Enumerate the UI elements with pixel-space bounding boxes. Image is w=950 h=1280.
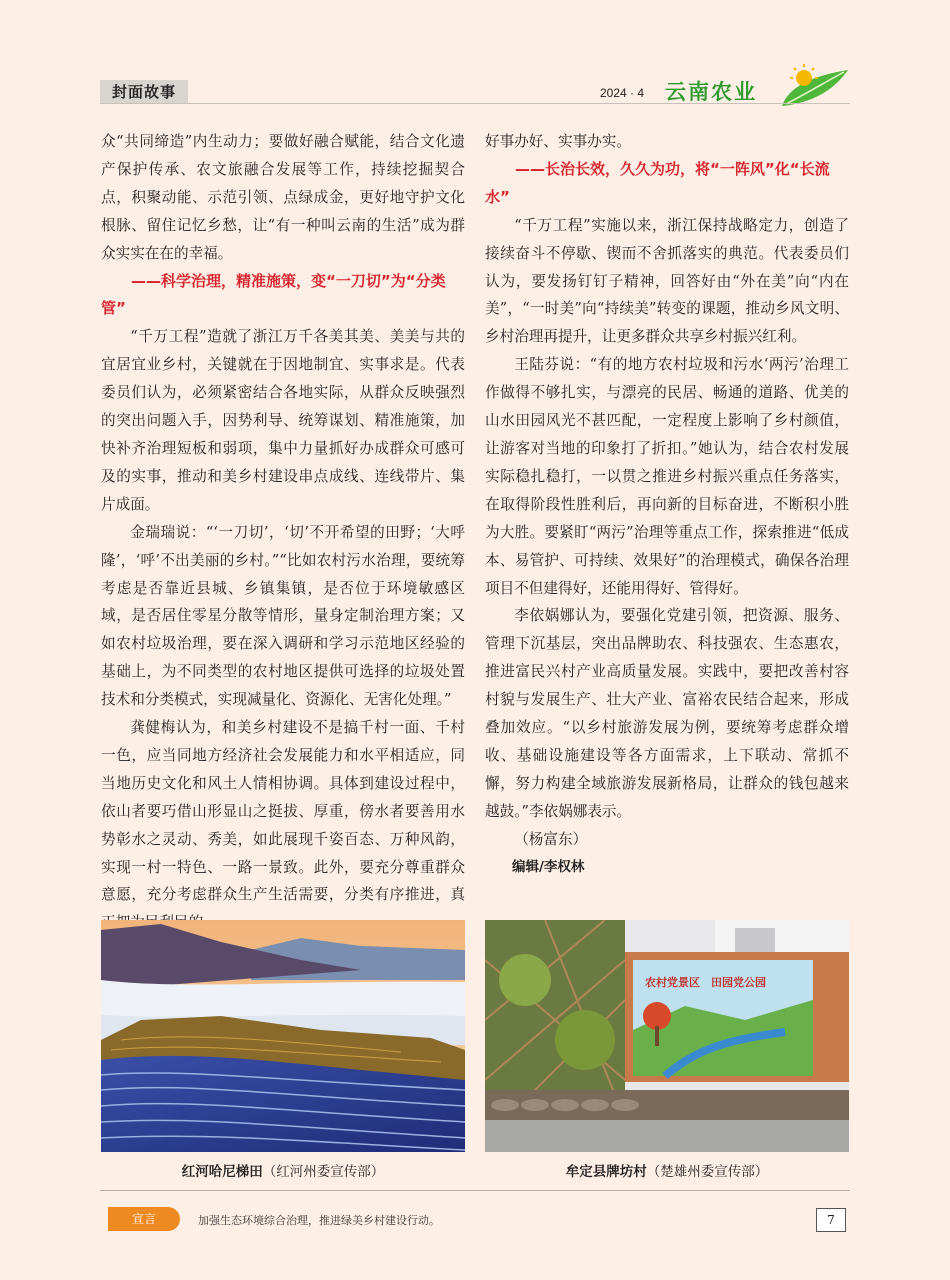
photo-village-mural xyxy=(485,920,849,1152)
caption-credit: （红河州委宣传部） xyxy=(262,1164,385,1180)
footer-slogan: 加强生态环境综合治理，推进绿美乡村建设行动。 xyxy=(198,1214,440,1227)
caption-title: 红河哈尼梯田 xyxy=(181,1164,263,1180)
caption-credit: （楚雄州委宣传部） xyxy=(646,1164,769,1180)
header-divider xyxy=(100,103,850,104)
paragraph: 龚健梅认为，和美乡村建设不是搞千村一面、千村一色，应当同地方经济社会发展能力和水平相适应，同当地历史文化和风土人情相协调。具体到建设过程中，依山者要巧借山形显山之挺拔、厚重，傍水者要善用水势彰水之灵动、秀美，如此展现千姿百态、万种风韵，实现一村一特色、一路一景致。此外，要充分尊重群众意愿，充分考虑群众生产生活需要，分类有序推进，真 xyxy=(101,719,465,904)
article-column-left xyxy=(101,128,465,937)
footer-divider xyxy=(100,1190,850,1191)
caption-title: 牟定县牌坊村 xyxy=(565,1164,647,1180)
issue-number: 2024 · 4 xyxy=(600,86,645,100)
paragraph: 李依娲娜认为，要强化党建引领，把资源、服务、管理下沉基层，突出品牌助农、科技强农、生态惠农，推进富民兴村产业高质量发展。实践中，要把改善村容村貌与发展生产、壮大产业、富裕农民结合起来，形成叠加效应。“以乡村旅游发展为例，要统筹考虑群众增收、基础设施建设等各方面需求，上下联动、常抓不懈，努力构建全域旅游发展新格局，让群众的钱包越来越鼓。”李依娲娜表示。 xyxy=(485,607,849,820)
photo-caption-left xyxy=(101,1160,465,1180)
paragraph: 众“共同缔造”内生动力；要做好融合赋能，结合文化遗产保护传承、农文旅融合发展等工作，持续挖掘契合点，积聚动能、示范引领、点绿成金，更好地守护文化根脉、留住记忆乡愁，让“有一种叫云南的生活”成为群众实实在在的幸福。 xyxy=(101,133,465,262)
photo-rice-terraces xyxy=(101,920,465,1152)
sun-leaf-logo-icon xyxy=(778,62,850,108)
section-tag: 封面故事 xyxy=(100,80,188,104)
paragraph: 好事办好、实事办实。 xyxy=(485,133,631,150)
paragraph: “千万工程”造就了浙江万千各美其美、美美与共的宜居宜业乡村，关键就在于因地制宜、实事求是。代表委员们认为，必须紧密结合各地实际，从群众反映强烈的突出问题入手，因势利导、统筹谋划、精准施策，加快补齐治理短板和弱项，集中力量抓好办成群众可感可及的实事，推动和美乡村建设串点成线、连线带片、集片成面。 xyxy=(101,328,465,513)
photo-caption-right xyxy=(485,1160,849,1180)
section-heading: ——科学治理，精准施策，变“一刀切”为“分类管” xyxy=(101,271,446,318)
mural-sign: 农村党景区 田园党公园 xyxy=(645,976,766,989)
paragraph: 金瑞瑞说：“‘一刀切’，‘切’不开希望的田野；‘大呼隆’，‘呼’不出美丽的乡村。”“比如农村污水治理，要统筹考虑是否靠近县城、乡镇集镇，是否位于环境敏感区域，是否居住零星分散等情形，量身定制治理方案；又如农村垃圾治理，要在深入调研和学习示范地区经验的基础上，为不同类型的农村地区提供可选择的垃圾处置技术和分类模式，实现减量化、资源化、无害化处理。” xyxy=(101,523,465,709)
paragraph: “千万工程”实施以来，浙江保持战略定力，创造了接续奋斗不停歇、锲而不舍抓落实的典范。代表委员们认为，要发扬钉钉子精神，回答好由“外在美”向“内在美”，“一时美”向“持续美”转变的课题，推动乡风文明、乡村治理再提升，让更多群众共享乡村振兴红利。 xyxy=(485,216,849,346)
article-column-right xyxy=(485,128,849,881)
author-byline: （杨富东） xyxy=(514,830,588,848)
editor-credit: 编辑/李权林 xyxy=(512,858,585,875)
section-heading: ——长治长效，久久为功，将“一阵风”化“长流水” xyxy=(485,159,830,206)
magazine-title: 云南农业 xyxy=(665,79,757,104)
page-number: 7 xyxy=(816,1208,846,1232)
slogan-tag: 宣言 xyxy=(108,1207,180,1231)
paragraph: 王陆芬说：“有的地方农村垃圾和污水‘两污’治理工作做得不够扎实，与漂亮的民居、畅通的道路、优美的山水田园风光不甚匹配，一定程度上影响了乡村颜值，让游客对当地的印象打了折扣。”她认为，结合农村发展实际稳扎稳打，一以贯之推进乡村振兴重点任务落实，在取得阶段性胜利后，再向新的目标奋进，不断积小胜为大胜。要紧盯“两污”治理等重点工作，探索推进“低成本、易管护、可持续、效果好”的治理模式，确保各治理项目不但建得好，还能用得好、管得好。 xyxy=(485,356,849,597)
